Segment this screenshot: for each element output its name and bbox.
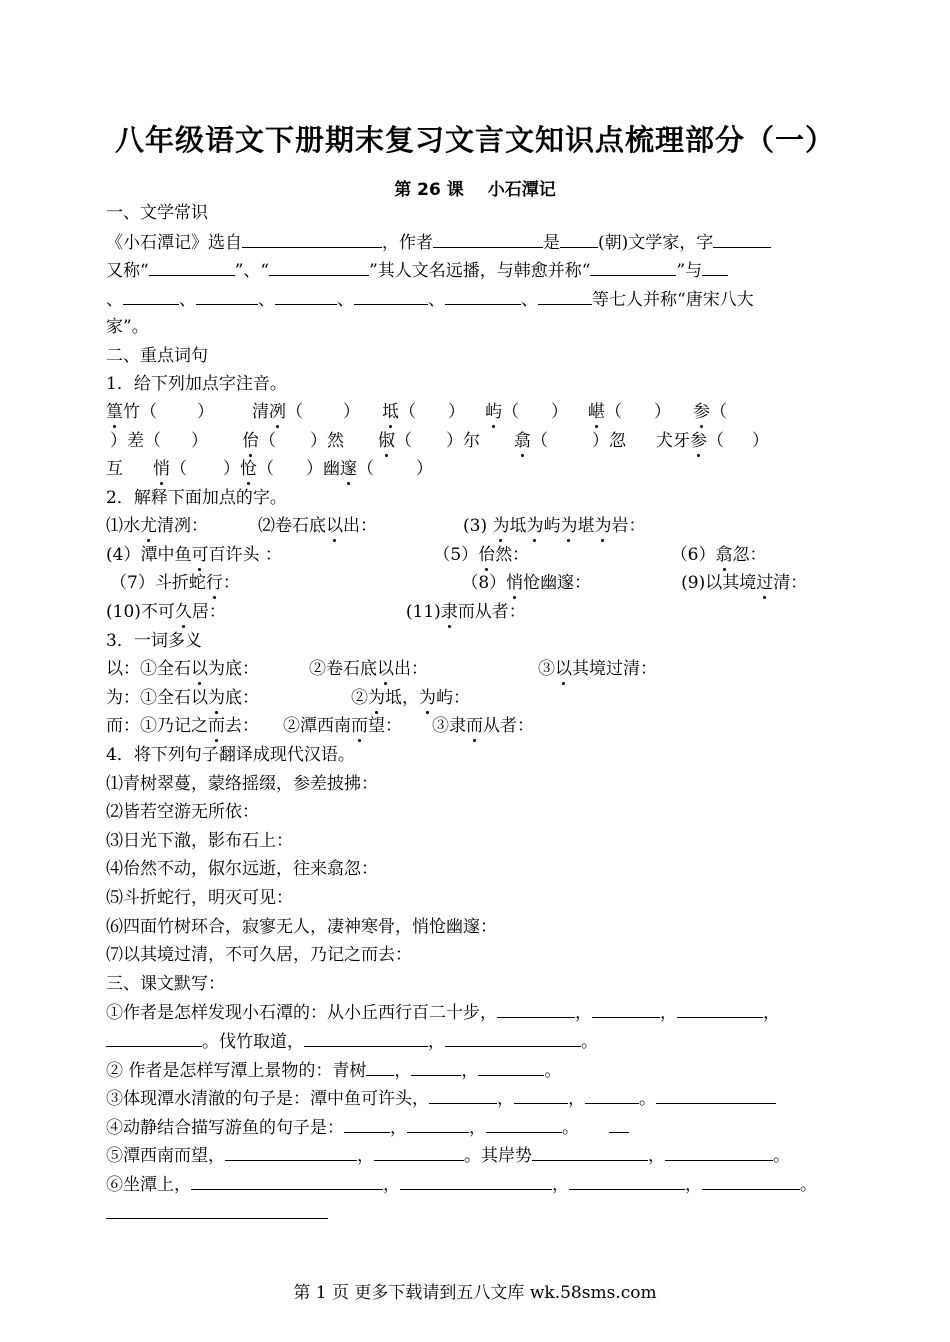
- section-heading: 一、文学常识: [106, 203, 208, 223]
- blank: [677, 1001, 763, 1018]
- literature-line-1: 《小石潭记》选自 ，作者 是 (朝)文学家，字: [106, 231, 771, 254]
- blank: [106, 1202, 328, 1219]
- blank: [411, 1059, 461, 1076]
- polysemy-line-3: 而：①乃记之而去： ②潭西南而望： ③隶而从者：: [106, 716, 534, 736]
- explain-line-1: ⑴水尤清冽： ⑵卷石底以出： (3) 为坻为屿为堪为岩：: [106, 516, 646, 536]
- blank: [702, 1173, 800, 1190]
- blank: [269, 259, 369, 276]
- translate-item: ⑷佁然不动，俶尔远逝，往来翕忽：: [106, 859, 378, 879]
- blank: [366, 1059, 394, 1076]
- question-heading: 2．解释下面加点的字。: [106, 488, 287, 508]
- explain-line-3: （7）斗折蛇行： （8）悄怆幽邃： (9)以其境过清：: [110, 573, 808, 593]
- blank: [407, 1116, 469, 1133]
- pinyin-line-1: 篁竹（ ） 清冽（ ） 坻（ ） 屿（ ） 嵁（ ） 参（: [106, 402, 727, 422]
- page-footer: 第 1 页 更多下载请到五八文库 wk.58sms.com: [293, 1283, 657, 1303]
- blank: [478, 1059, 544, 1076]
- blank: [538, 288, 592, 305]
- blank: [400, 1173, 552, 1190]
- blank: [344, 1116, 390, 1133]
- translate-item: ⑶日光下澈，影布石上：: [106, 831, 293, 851]
- blank: [514, 1087, 568, 1104]
- blank: [191, 1173, 383, 1190]
- blank: [590, 259, 676, 276]
- polysemy-line-2: 为：①全石以为底： ②为坻，为屿：: [106, 688, 470, 708]
- lesson-number: 第 26 课: [394, 180, 464, 200]
- question-heading: 3．一词多义: [106, 631, 202, 651]
- blank: [225, 1144, 357, 1161]
- literature-line-3: 、 、 、 、 、 、 等七人并称“唐宋八大: [106, 290, 754, 310]
- literature-line-2: 又称“ ”、“ ”其人文名远播，与韩愈并称“ ”与: [106, 259, 728, 282]
- page-title: 八年级语文下册期末复习文言文知识点梳理部分（一）: [114, 123, 835, 157]
- blank: [445, 1030, 581, 1047]
- recite-line-4: ③体现潭水清澈的句子是：潭中鱼可许头， ， ， 。: [106, 1087, 776, 1110]
- translate-item: ⑹四面竹树环合，寂寥无人，凄神寒骨，悄怆幽邃：: [106, 917, 497, 937]
- recite-line-7: ⑥坐潭上， ， ， ， 。: [106, 1175, 817, 1195]
- blank: [592, 1001, 660, 1018]
- blank: [149, 259, 235, 276]
- translate-item: ⑵皆若空游无所依：: [106, 802, 259, 822]
- blank: [585, 1087, 639, 1104]
- pinyin-line-2: ）差（ ） 佁（ ）然 俶（ ）尔 翕（ ）忽 犬牙参（ ）: [110, 431, 769, 451]
- blank: [304, 1030, 428, 1047]
- blank: [429, 1087, 497, 1104]
- translate-item: ⑴青树翠蔓，蒙络摇缀，参差披拂：: [106, 774, 378, 794]
- blank: [532, 1144, 648, 1161]
- recite-line-3: ② 作者是怎样写潭上景物的：青树 ， ， 。: [106, 1061, 562, 1081]
- recite-line-6: ⑤潭西南而望， ， 。其岸势 ， 。: [106, 1146, 790, 1166]
- question-heading: 4．将下列句子翻译成现代汉语。: [106, 745, 355, 765]
- blank: [242, 231, 382, 248]
- polysemy-line-1: 以：①全石以为底： ②卷石底以出： ③以其境过清：: [106, 659, 657, 679]
- blank: [123, 288, 179, 305]
- translate-item: ⑸斗折蛇行，明灭可见：: [106, 888, 293, 908]
- blank: [497, 1001, 575, 1018]
- literature-line-4: 家”。: [106, 317, 149, 337]
- pinyin-line-3: 互 悄（ ）怆（ ）幽邃（ ）: [106, 459, 433, 479]
- explain-line-4: (10)不可久居： (11)隶而从者：: [106, 602, 526, 622]
- recite-line-1: ①作者是怎样发现小石潭的：从小丘西行百二十步， ， ， ，: [106, 1003, 780, 1023]
- blank: [569, 1173, 685, 1190]
- blank: [196, 288, 258, 305]
- blank: [445, 288, 521, 305]
- explain-line-2: (4）潭中鱼可百许头 ： （5）佁然： （6）翕忽：: [106, 545, 767, 565]
- question-heading: 1．给下列加点字注音。: [106, 374, 287, 394]
- section-heading: 三、课文默写：: [106, 974, 225, 994]
- blank: [702, 259, 728, 276]
- recite-line-2: 。伐竹取道， ， 。: [106, 1030, 598, 1053]
- blank: [106, 1030, 202, 1047]
- blank: [374, 1144, 464, 1161]
- blank: [713, 231, 771, 248]
- translate-item: ⑺以其境过清，不可久居，乃记之而去：: [106, 945, 412, 965]
- blank: [433, 231, 543, 248]
- section-heading: 二、重点词句: [106, 346, 208, 366]
- recite-line-5: ④动静结合描写游鱼的句子是： ， ， 。: [106, 1116, 629, 1139]
- lesson-name: 小石潭记: [487, 180, 556, 200]
- lesson-heading: [0, 175, 950, 200]
- blank: [486, 1116, 562, 1133]
- blank: [275, 288, 337, 305]
- blank: [560, 231, 598, 248]
- blank: [609, 1116, 629, 1133]
- blank: [656, 1087, 776, 1104]
- blank: [665, 1144, 773, 1161]
- blank: [354, 288, 428, 305]
- recite-line-8: [106, 1202, 328, 1225]
